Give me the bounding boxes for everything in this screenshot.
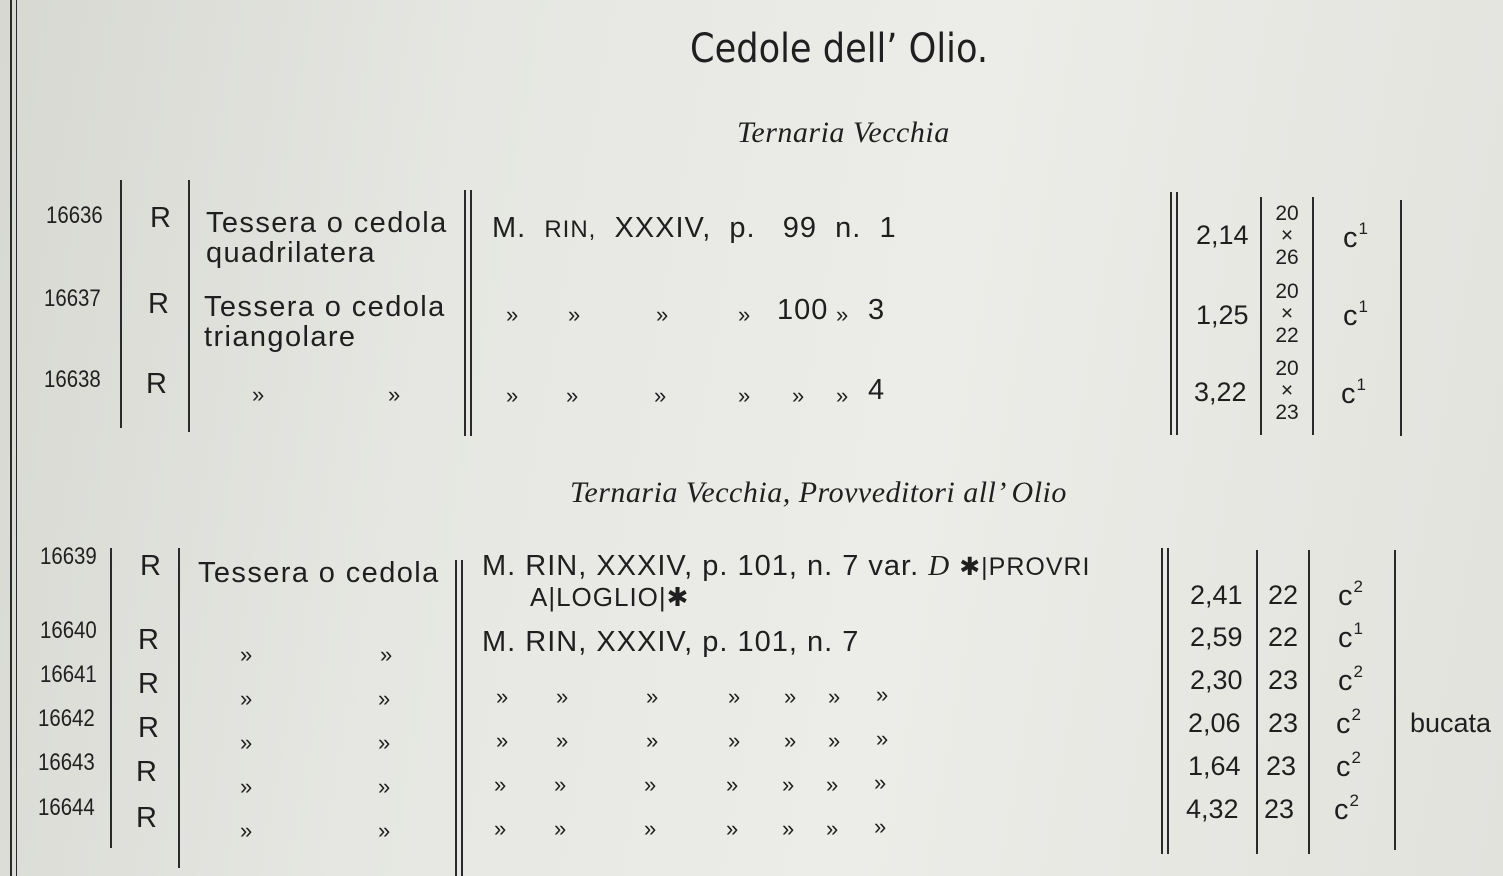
column-rule <box>120 180 122 428</box>
weight-grams: 2,30 <box>1190 665 1243 695</box>
condition: $c^1$ <box>1341 375 1367 410</box>
catalog-number: 16641 <box>40 661 97 688</box>
ditto-mark: » <box>828 684 841 709</box>
catalog-number: 16637 <box>44 285 101 312</box>
bibliographic-reference: M. RIN, XXXIV, p. 101, n. 7 <box>482 626 860 658</box>
diameter-mm: 23 <box>1264 794 1295 824</box>
ditto-mark: » <box>728 728 741 753</box>
ditto-mark: » <box>378 686 391 711</box>
legend-line: A|LOGLIO|✱ <box>530 582 690 612</box>
catalog-number: 16642 <box>38 705 95 732</box>
condition: $c^2$ <box>1334 791 1360 826</box>
description-line: Tessera o cedola <box>204 291 446 323</box>
ditto-mark: » <box>506 302 519 327</box>
ditto-mark: » <box>378 818 391 843</box>
rarity-grade: R <box>146 368 168 400</box>
legend-line: ✱|PROVRI <box>959 553 1091 581</box>
weight-grams: 4,32 <box>1186 794 1239 824</box>
ditto-mark: » <box>826 772 839 797</box>
ditto-mark: » <box>378 730 391 755</box>
ditto-mark: » <box>496 728 509 753</box>
weight-grams: 2,59 <box>1190 622 1243 652</box>
ditto-mark: » <box>782 772 795 797</box>
column-rule <box>1260 197 1262 435</box>
column-rule <box>188 180 190 432</box>
catalog-number: 16640 <box>40 617 97 644</box>
ditto-mark: » <box>554 816 567 841</box>
column-rule <box>470 190 472 436</box>
ditto-mark: » <box>240 818 253 843</box>
rarity-grade: R <box>140 550 162 582</box>
column-rule <box>1161 548 1163 854</box>
ditto-mark: » <box>876 726 889 751</box>
diameter-mm: 22 <box>1268 580 1299 610</box>
ditto-mark: » <box>738 302 751 327</box>
ref-page: 100 <box>777 294 829 326</box>
ditto-mark: » <box>874 814 887 839</box>
column-rule <box>1176 192 1178 435</box>
item-description <box>206 208 448 268</box>
catalog-number: 16636 <box>46 202 103 229</box>
ditto-mark: » <box>240 686 253 711</box>
description-line: triangolare <box>204 321 357 353</box>
ref-journal: RIN, <box>544 216 597 243</box>
ref-number: 4 <box>868 374 886 406</box>
ditto-mark: » <box>784 728 797 753</box>
bibliographic-reference <box>492 212 897 245</box>
ditto-mark: » <box>240 642 253 667</box>
column-rule <box>1167 548 1169 854</box>
condition: $c^2$ <box>1338 662 1364 697</box>
diameter-mm: 23 <box>1268 665 1299 695</box>
weight-grams: 2,14 <box>1196 220 1249 250</box>
catalog-number: 16644 <box>38 794 95 821</box>
column-rule <box>1256 550 1258 854</box>
ditto-mark: » <box>566 383 579 408</box>
dimensions-mm: 20 × 26 <box>1275 202 1299 269</box>
ditto-mark: » <box>728 684 741 709</box>
ditto-mark: » <box>836 302 849 327</box>
weight-grams: 2,06 <box>1188 708 1241 738</box>
diameter-mm: 23 <box>1268 708 1299 738</box>
section-heading: Ternaria Vecchia <box>737 116 950 149</box>
column-rule <box>110 548 112 848</box>
ditto-mark: » <box>784 684 797 709</box>
column-rule <box>1308 550 1310 854</box>
ditto-mark: » <box>388 382 401 407</box>
description-line: Tessera o cedola <box>206 207 448 239</box>
ref-number-label: n. <box>835 212 862 244</box>
rarity-grade: R <box>150 202 172 234</box>
rarity-grade: R <box>136 756 158 788</box>
column-rule <box>461 560 463 876</box>
column-rule <box>464 190 466 436</box>
column-rule <box>1170 192 1172 435</box>
ref-number: 3 <box>868 294 886 326</box>
item-description: Tessera o cedola <box>198 557 440 589</box>
ref-author: M. <box>492 212 527 244</box>
section-heading: Ternaria Vecchia, Provveditori all’ Olio <box>570 476 1067 509</box>
remark-note: bucata <box>1410 708 1492 738</box>
condition: $c^2$ <box>1336 705 1362 740</box>
ditto-mark: » <box>654 383 667 408</box>
dimensions-mm: 20 × 22 <box>1275 280 1299 347</box>
column-rule <box>178 548 180 868</box>
column-rule <box>1400 200 1402 436</box>
ditto-mark: » <box>378 774 391 799</box>
catalog-number: 16643 <box>38 749 95 776</box>
ref-citation: M. RIN, XXXIV, p. 101, n. 7 var. <box>482 550 920 582</box>
weight-grams: 1,25 <box>1196 300 1249 330</box>
diameter-mm: 23 <box>1266 751 1297 781</box>
ditto-mark: » <box>380 642 393 667</box>
page-margin-rule <box>10 0 12 876</box>
dimensions-mm: 20 × 23 <box>1275 357 1299 424</box>
description-line: quadrilatera <box>206 237 376 269</box>
ditto-mark: » <box>874 770 887 795</box>
weight-grams: 3,22 <box>1194 377 1247 407</box>
rarity-grade: R <box>138 712 160 744</box>
condition: $c^1$ <box>1343 219 1369 254</box>
catalog-number: 16639 <box>40 543 97 570</box>
ditto-mark: » <box>792 383 805 408</box>
ditto-mark: » <box>876 682 889 707</box>
ditto-mark: » <box>726 772 739 797</box>
ref-page: 99 <box>782 212 818 244</box>
ref-number: 1 <box>879 212 897 244</box>
ditto-mark: » <box>646 728 659 753</box>
catalog-number: 16638 <box>44 366 101 393</box>
ditto-mark: » <box>826 816 839 841</box>
ditto-mark: » <box>496 684 509 709</box>
ditto-mark: » <box>646 684 659 709</box>
page-margin-rule <box>16 0 17 876</box>
column-rule <box>1394 550 1396 850</box>
weight-grams: 1,64 <box>1188 751 1241 781</box>
ditto-mark: » <box>252 382 265 407</box>
column-rule <box>1312 197 1314 435</box>
rarity-grade: R <box>148 288 170 320</box>
condition: $c^2$ <box>1338 577 1364 612</box>
weight-grams: 2,41 <box>1190 580 1243 610</box>
rarity-grade: R <box>138 624 160 656</box>
rarity-grade: R <box>138 668 160 700</box>
ditto-mark: » <box>240 774 253 799</box>
column-rule <box>455 560 457 876</box>
condition: $c^1$ <box>1343 297 1369 332</box>
rarity-grade: R <box>136 802 158 834</box>
ditto-mark: » <box>644 772 657 797</box>
bibliographic-reference <box>482 550 1091 583</box>
ditto-mark: » <box>782 816 795 841</box>
ref-variant: D <box>928 550 951 582</box>
ditto-mark: » <box>568 302 581 327</box>
ditto-mark: » <box>494 772 507 797</box>
ditto-mark: » <box>644 816 657 841</box>
page-title: Cedole dell’ Olio. <box>690 26 989 72</box>
ref-volume: XXXIV, <box>614 212 712 244</box>
ref-page-label: p. <box>729 212 756 244</box>
condition: $c^2$ <box>1336 748 1362 783</box>
item-description <box>204 292 446 352</box>
ditto-mark: » <box>556 728 569 753</box>
ditto-mark: » <box>836 383 849 408</box>
ditto-mark: » <box>726 816 739 841</box>
ditto-mark: » <box>506 383 519 408</box>
ditto-mark: » <box>738 383 751 408</box>
ditto-mark: » <box>240 730 253 755</box>
ditto-mark: » <box>554 772 567 797</box>
ditto-mark: » <box>656 302 669 327</box>
ditto-mark: » <box>494 816 507 841</box>
ditto-mark: » <box>828 728 841 753</box>
condition: $c^1$ <box>1338 619 1364 654</box>
diameter-mm: 22 <box>1268 622 1299 652</box>
ditto-mark: » <box>556 684 569 709</box>
